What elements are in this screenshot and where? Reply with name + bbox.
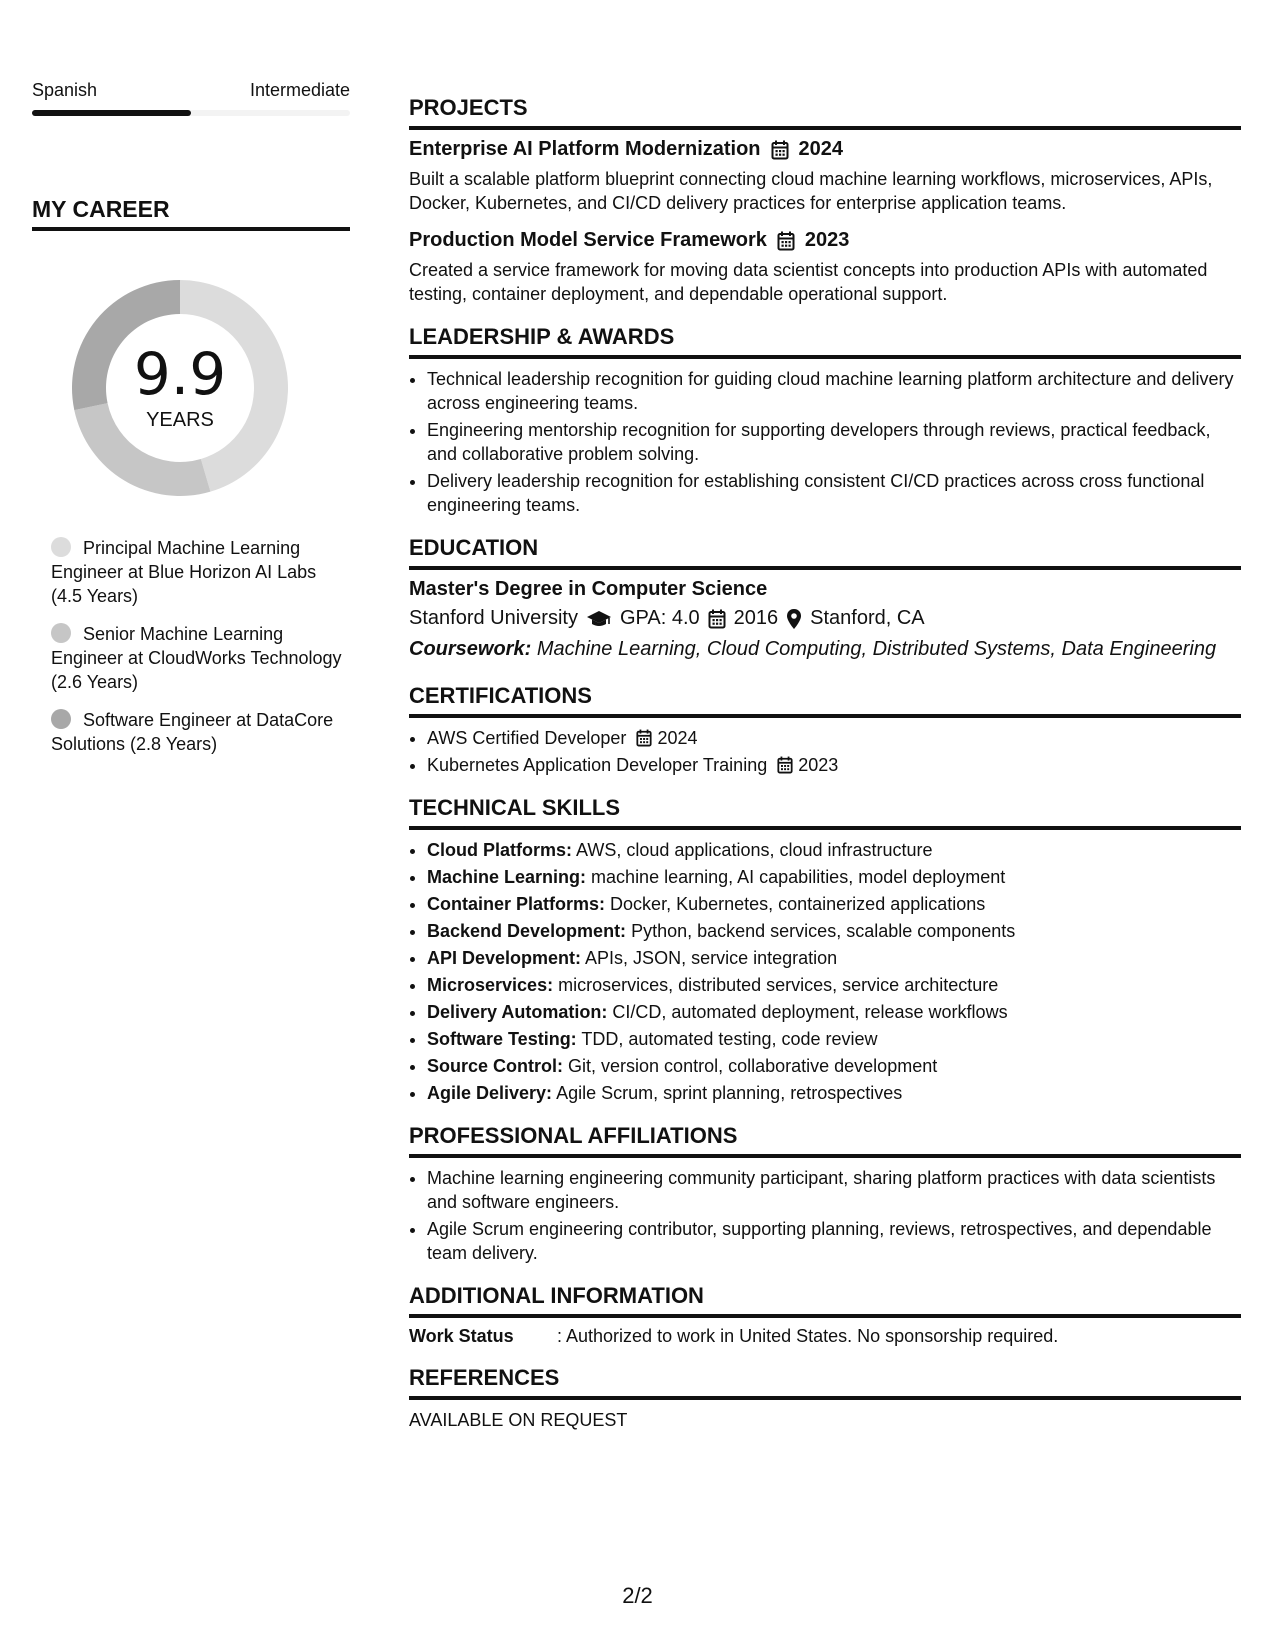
skill-item bbox=[427, 1000, 1241, 1024]
section-title: TECHNICAL SKILLS bbox=[409, 795, 1241, 830]
skill-label: Cloud Platforms: bbox=[427, 840, 573, 860]
section-title: EDUCATION bbox=[409, 535, 1241, 570]
calendar-icon bbox=[708, 609, 726, 629]
skill-value: Python, backend services, scalable components bbox=[631, 921, 1016, 941]
certification-item bbox=[427, 726, 1241, 750]
certification-name: AWS Certified Developer bbox=[427, 728, 627, 748]
project-year: 2023 bbox=[804, 229, 850, 251]
project-description: Built a scalable platform blueprint connecting cloud machine learning workflows, microservices, APIs, Docker, Kubernetes, and CI/CD delivery practices for enterprise application teams. bbox=[409, 169, 1213, 213]
career-role-label: Principal Machine Learning Engineer at Blue Horizon AI Labs (4.5 Years) bbox=[51, 538, 317, 606]
skill-value: APIs, JSON, service integration bbox=[585, 948, 838, 968]
project-description: Created a service framework for moving data scientist concepts into production APIs with automated testing, container deployment, and dependable operational support. bbox=[409, 260, 1208, 304]
skill-value: microservices, distributed services, service architecture bbox=[558, 975, 999, 995]
calendar-icon bbox=[636, 729, 652, 747]
references-text: AVAILABLE ON REQUEST bbox=[409, 1410, 628, 1430]
language-name: Spanish bbox=[32, 80, 98, 100]
project-name: Production Model Service Framework bbox=[409, 229, 767, 251]
skill-item bbox=[427, 1027, 1241, 1051]
career-role-label: Software Engineer at DataCore Solutions (2.8 Years) bbox=[51, 710, 334, 754]
skill-item bbox=[427, 919, 1241, 943]
page-number: 2/2 bbox=[622, 1583, 653, 1608]
skill-label: Container Platforms: bbox=[427, 894, 606, 914]
certification-name: Kubernetes Application Developer Training bbox=[427, 755, 768, 775]
career-donut-chart bbox=[65, 273, 295, 503]
legend-dot bbox=[51, 537, 71, 557]
certification-year: 2024 bbox=[657, 728, 698, 748]
skill-item bbox=[427, 838, 1241, 862]
section-title: PROFESSIONAL AFFILIATIONS bbox=[409, 1123, 1241, 1158]
skill-item bbox=[427, 1081, 1241, 1105]
leadership-section bbox=[409, 324, 1241, 517]
projects-section bbox=[409, 95, 1241, 306]
career-total-unit: YEARS bbox=[146, 409, 214, 431]
section-title: LEADERSHIP & AWARDS bbox=[409, 324, 1241, 359]
skill-label: Software Testing: bbox=[427, 1029, 577, 1049]
career-heading: MY CAREER bbox=[32, 196, 350, 231]
leadership-item: • Delivery leadership recognition for establishing consistent CI/CD practices across cross functional engineering teams. bbox=[427, 469, 1241, 517]
skill-value: Docker, Kubernetes, containerized applications bbox=[610, 894, 986, 914]
coursework-list: Machine Learning, Cloud Computing, Distributed Systems, Data Engineering bbox=[536, 638, 1217, 660]
career-role-item bbox=[51, 536, 350, 608]
right-column bbox=[409, 95, 1241, 1432]
skill-label: Agile Delivery: bbox=[427, 1083, 553, 1103]
career-role-label: Senior Machine Learning Engineer at CloudWorks Technology (2.6 Years) bbox=[51, 624, 342, 692]
education-section bbox=[409, 535, 1241, 661]
degree-title: Master's Degree in Computer Science bbox=[409, 578, 768, 600]
section-title: REFERENCES bbox=[409, 1365, 1241, 1400]
affiliation-item: • Machine learning engineering community participant, sharing platform practices with data scientists and software engineers. bbox=[427, 1166, 1241, 1214]
language-level-fill bbox=[32, 110, 191, 116]
skill-value: machine learning, AI capabilities, model deployment bbox=[591, 867, 1006, 887]
skill-label: Microservices: bbox=[427, 975, 554, 995]
project-item bbox=[409, 138, 1241, 215]
career-total-years: 9.9 bbox=[133, 340, 227, 408]
section-title: PROJECTS bbox=[409, 95, 1241, 130]
career-role-item bbox=[51, 708, 350, 756]
skill-label: Machine Learning: bbox=[427, 867, 587, 887]
project-item bbox=[409, 229, 1241, 306]
career-legend bbox=[32, 536, 350, 756]
left-column bbox=[32, 80, 350, 770]
certifications-section bbox=[409, 683, 1241, 777]
career-role-item bbox=[51, 622, 350, 694]
calendar-icon bbox=[777, 231, 795, 251]
skill-label: Backend Development: bbox=[427, 921, 627, 941]
skill-label: Source Control: bbox=[427, 1056, 564, 1076]
language-entry bbox=[32, 80, 350, 116]
skill-value: Git, version control, collaborative development bbox=[568, 1056, 938, 1076]
legend-dot bbox=[51, 709, 71, 729]
coursework bbox=[409, 638, 1241, 661]
work-status-value: : Authorized to work in United States. No sponsorship required. bbox=[557, 1326, 1059, 1346]
school-location: Stanford, CA bbox=[810, 607, 925, 629]
skill-value: AWS, cloud applications, cloud infrastructure bbox=[576, 840, 933, 860]
affiliations-section bbox=[409, 1123, 1241, 1265]
legend-dot bbox=[51, 623, 71, 643]
calendar-icon bbox=[771, 140, 789, 160]
skill-label: Delivery Automation: bbox=[427, 1002, 608, 1022]
skill-item bbox=[427, 865, 1241, 889]
section-title: ADDITIONAL INFORMATION bbox=[409, 1283, 1241, 1318]
skill-label: API Development: bbox=[427, 948, 582, 968]
graduation-cap-icon bbox=[586, 609, 612, 629]
skill-item bbox=[427, 973, 1241, 997]
skill-item bbox=[427, 946, 1241, 970]
calendar-icon bbox=[777, 756, 793, 774]
project-name: Enterprise AI Platform Modernization bbox=[409, 138, 761, 160]
technical-skills-section bbox=[409, 795, 1241, 1105]
skill-item bbox=[427, 1054, 1241, 1078]
references-section bbox=[409, 1365, 1241, 1432]
skill-item bbox=[427, 892, 1241, 916]
skill-value: CI/CD, automated deployment, release workflows bbox=[612, 1002, 1008, 1022]
additional-info-section bbox=[409, 1283, 1241, 1347]
coursework-label: Coursework: bbox=[409, 638, 532, 660]
leadership-item: • Engineering mentorship recognition for supporting developers through reviews, practical feedback, and collaborative problem solving. bbox=[427, 418, 1241, 466]
skill-value: Agile Scrum, sprint planning, retrospectives bbox=[556, 1083, 903, 1103]
affiliation-item: • Agile Scrum engineering contributor, supporting planning, reviews, retrospectives, and dependable team delivery. bbox=[427, 1217, 1241, 1265]
project-year: 2024 bbox=[798, 138, 844, 160]
language-level: Intermediate bbox=[249, 80, 350, 100]
work-status-label: Work Status bbox=[409, 1326, 514, 1346]
language-level-bar bbox=[32, 110, 350, 116]
certification-item bbox=[427, 753, 1241, 777]
location-pin-icon bbox=[786, 608, 802, 630]
leadership-item: • Technical leadership recognition for guiding cloud machine learning platform architecture and delivery across engineering teams. bbox=[427, 367, 1241, 415]
gpa: GPA: 4.0 bbox=[619, 607, 700, 629]
certification-year: 2023 bbox=[798, 755, 839, 775]
section-title: CERTIFICATIONS bbox=[409, 683, 1241, 718]
graduation-year: 2016 bbox=[733, 607, 779, 629]
school-name: Stanford University bbox=[409, 607, 578, 629]
skill-value: TDD, automated testing, code review bbox=[581, 1029, 878, 1049]
